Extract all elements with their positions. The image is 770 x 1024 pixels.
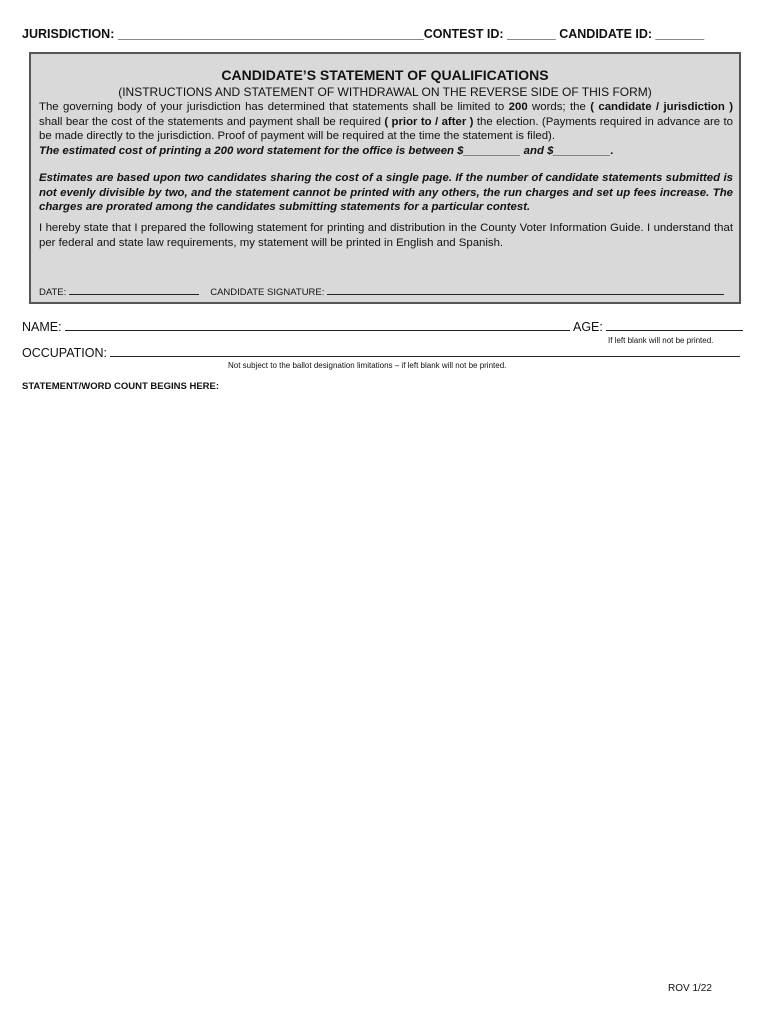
occupation-note: Not subject to the ballot designation limitations – if left blank will not be printed. [228, 361, 507, 370]
jurisdiction-field[interactable]: ____________________________________________ [117, 27, 424, 41]
form-header [22, 27, 746, 41]
contest-id-label: CONTEST ID: [423, 27, 508, 41]
cost-text-4: the election. (Payments required in advance are to be made directly to the jurisdiction. Proof of payment will be required at the time the statement is filed). [39, 115, 734, 142]
word-limit: 200 [508, 101, 528, 113]
age-note: If left blank will not be printed. [608, 336, 714, 345]
jurisdiction-label: JURISDICTION: [22, 27, 118, 41]
candidate-id-field[interactable]: _______ [655, 27, 705, 41]
form-subtitle: (INSTRUCTIONS AND STATEMENT OF WITHDRAWAL ON THE REVERSE SIDE OF THIS FORM) [118, 85, 652, 99]
statement-label: STATEMENT/WORD COUNT BEGINS HERE: [22, 381, 220, 392]
cost-text-3: shall bear the cost of the statements and payment shall be required [39, 115, 385, 128]
estimates-paragraph: Estimates are based upon two candidates sharing the cost of a single page. If the number of candidate statements submitted is not evenly divisible by two, and the statement cannot be printed with any others, the run charges and set up fees increase. The charges are prorated among the candidates submitting statements for a particular contest. [39, 172, 733, 213]
signature-field[interactable] [327, 285, 724, 295]
qualifications-box [29, 52, 741, 304]
occupation-field[interactable] [110, 347, 740, 357]
occupation-label: OCCUPATION: [22, 346, 111, 360]
form-title: CANDIDATE’S STATEMENT OF QUALIFICATIONS [221, 67, 549, 83]
age-row [573, 320, 743, 334]
who-pays-option[interactable]: ( candidate / jurisdiction ) [590, 101, 733, 113]
candidate-id-label: CANDIDATE ID: [555, 27, 656, 41]
date-label: DATE: [39, 287, 69, 298]
form-code: ROV 1/22 [668, 983, 712, 994]
contest-id-field[interactable]: _______ [507, 27, 556, 41]
cost-text-2: words; the [527, 101, 591, 113]
signature-row [39, 285, 733, 298]
cost-text-1: The governing body of your jurisdiction has determined that statements shall be limited to [39, 101, 509, 113]
attestation-paragraph: I hereby state that I prepared the following statement for printing and distribution in the County Voter Information Guide. I understand that per federal and state law requirements, my statement will be printed in English and Spanish. [39, 222, 733, 249]
name-label: NAME: [22, 320, 66, 334]
name-field[interactable] [65, 321, 570, 331]
cost-estimate: The estimated cost of printing a 200 word statement for the office is between $_________ and $_________. [39, 144, 614, 157]
cost-paragraph [39, 100, 733, 158]
age-label: AGE: [573, 320, 607, 334]
name-row [22, 320, 570, 334]
signature-label: CANDIDATE SIGNATURE: [210, 287, 328, 298]
date-field[interactable] [69, 285, 199, 295]
age-field[interactable] [606, 321, 743, 331]
occupation-row [22, 346, 740, 360]
payment-timing-option[interactable]: ( prior to / after ) [384, 115, 474, 128]
